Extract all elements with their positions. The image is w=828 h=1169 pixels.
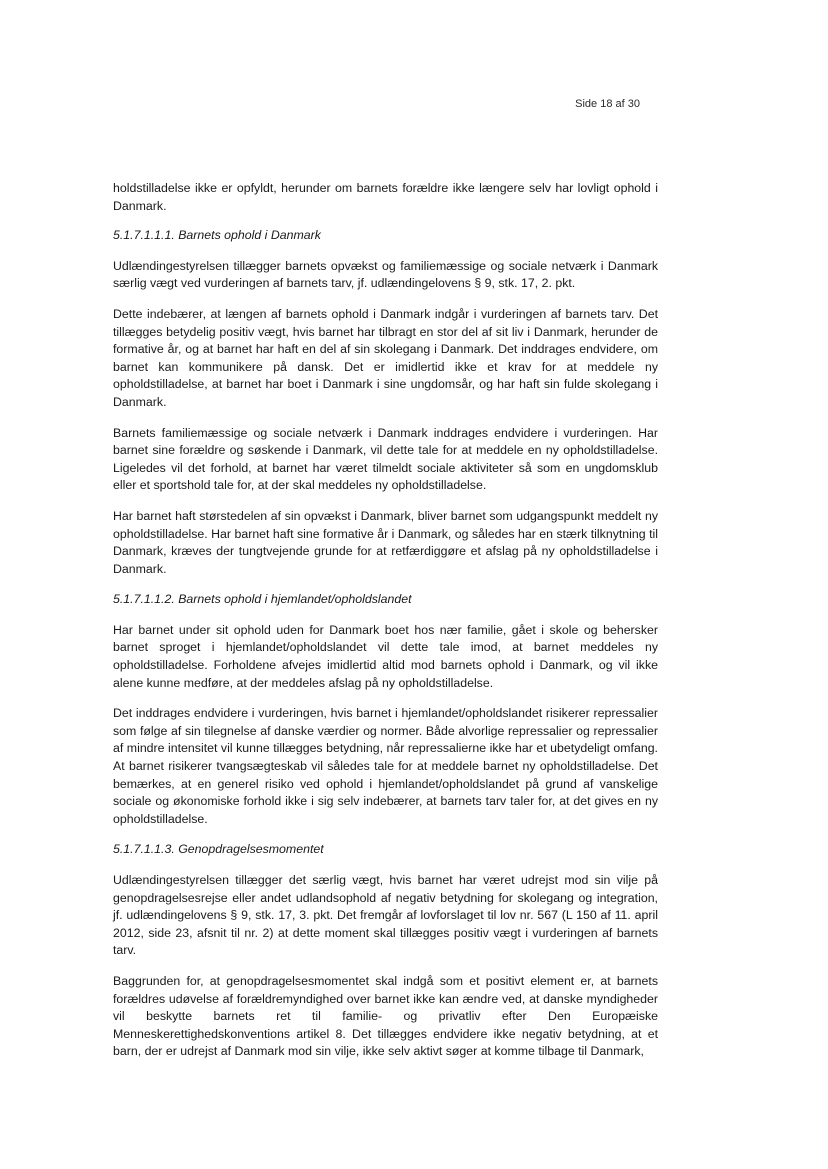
paragraph: Barnets familiemæssige og sociale netværk i Danmark inddrages endvidere i vurderingen. Har barnet sine forældre og søskende i Danmark, vil dette tale for at meddele en ny opholdstilladelse. Ligeledes vil det forhold, at barnet har været tilmeldt sociale aktiviteter så som en ungdomsklub eller et sportshold tale for, at der skal meddeles ny opholdstilladelse. — [113, 425, 658, 493]
section-heading-barnets-ophold-i-danmark: 5.1.7.1.1.1. Barnets ophold i Danmark — [113, 228, 321, 243]
paragraph: Udlændingestyrelsen tillægger det særlig vægt, hvis barnet har været udrejst mod sin vilje på genopdragelsesrejse eller andet udlandsophold af negativ betydning for skolegang og integration, jf. udlændingelovens § 9, stk. 17, 3. pkt. Det fremgår af lovforslaget til lov nr. 567 (L 150 af 11. april 2012, side 23, afsnit til nr. 2) at dette moment skal tillægges positiv vægt i vurderingen af barnets tarv. — [113, 873, 658, 958]
paragraph: Har barnet haft størstedelen af sin opvækst i Danmark, bliver barnet som udgangspunkt meddelt ny opholdstilladelse. Har barnet haft sine formative år i Danmark, og således har en stærk tilknytning til Danmark, kræves der tungtvejende grunde for at retfærdiggøre et afslag på ny opholdstilladelse i Danmark. — [113, 508, 658, 576]
paragraph: Det inddrages endvidere i vurderingen, hvis barnet i hjemlandet/opholdslandet risikerer repressalier som følge af sin tilegnelse af danske værdier og normer. Både alvorlige repressalier og repressalier af mindre intensitet vil kunne tillægges betydning, når repressalierne ikke har et ubetydeligt omfang. At barnet risikerer tvangsægteskab vil således tale for at meddele barnet ny opholdstilladelse. Det bemærkes, at en generel risiko ved ophold i hjemlandet/opholdslandet på grund af vanskelige sociale og økonomiske forhold ikke i sig selv indebærer, at barnets tarv taler for, at det gives en ny opholdstilladelse. — [113, 706, 658, 826]
paragraph: Udlændingestyrelsen tillægger barnets opvækst og familiemæssige og sociale netværk i Danmark særlig vægt ved vurderingen af barnets tarv, jf. udlændingelovens § 9, stk. 17, 2. pkt. — [113, 258, 658, 291]
page-number: Side 18 af 30 — [575, 98, 640, 110]
document-body — [113, 180, 658, 1074]
continuation-paragraph: holdstilladelse ikke er opfyldt, herunder om barnets forældre ikke længere selv har lovligt ophold i Danmark. — [113, 181, 658, 213]
section-heading-genopdragelsesmomentet: 5.1.7.1.1.3. Genopdragelsesmomentet — [113, 842, 324, 857]
paragraph: Dette indebærer, at længen af barnets ophold i Danmark indgår i vurderingen af barnets tarv. Det tillægges betydelig positiv vægt, hvis barnet har tilbragt en stor del af sit liv i Danmark, herunder de formative år, og at barnet har haft en del af sin skolegang i Danmark. Det inddrages endvidere, om barnet kan kommunikere på dansk. Det er imidlertid ikke et krav for at meddele ny opholdstilladelse, at barnet har boet i Danmark i sine ungdomsår, og har haft sin fulde skolegang i Danmark. — [113, 306, 658, 409]
paragraph: Har barnet under sit ophold uden for Danmark boet hos nær familie, gået i skole og behersker barnet sproget i hjemlandet/opholdslandet vil dette tale imod, at barnet meddeles ny opholdstilladelse. Forholdene afvejes imidlertid altid mod barnets ophold i Danmark, og vil ikke alene kunne medføre, at der meddeles afslag på ny opholdstilladelse. — [113, 622, 658, 690]
section-heading-barnets-ophold-i-hjemlandet: 5.1.7.1.1.2. Barnets ophold i hjemlandet/opholdslandet — [113, 592, 412, 607]
paragraph: Baggrunden for, at genopdragelsesmomentet skal indgå som et positivt element er, at barnets forældres udøvelse af forældremyndighed over barnet ikke kan ændre ved, at danske myndigheder vil beskytte barnets ret til familie- og privatliv efter Den Europæiske Menneskerettighedskonventions artikel 8. Det tillægges endvidere ikke negativ betydning, at et barn, der er udrejst af Danmark mod sin vilje, ikke selv aktivt søger at komme tilbage til Danmark, — [113, 973, 658, 1059]
